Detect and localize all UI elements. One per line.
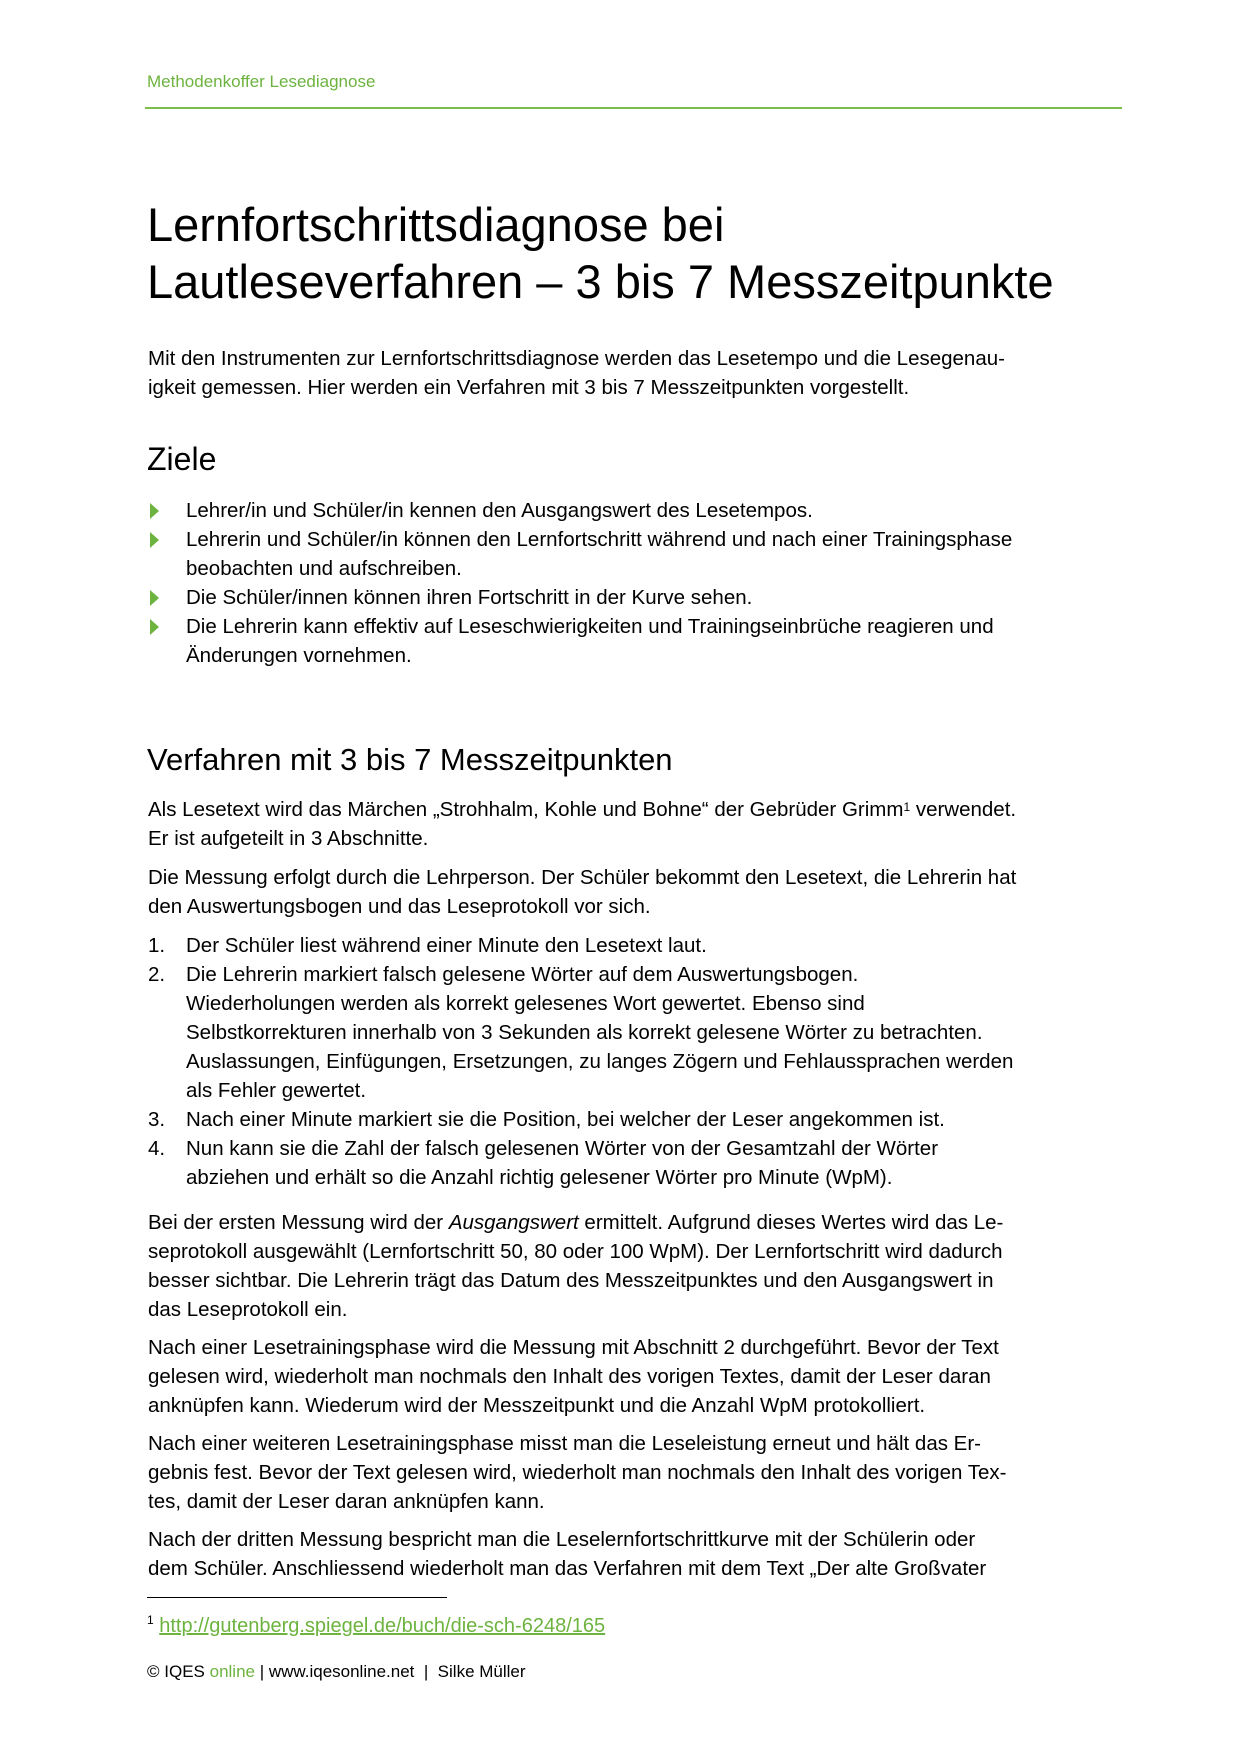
text: besser sichtbar. Die Lehrerin trägt das Datum des Messzeitpunktes und den Ausgangswert in [148,1269,994,1292]
paragraph-ausgangswert [148,1208,1123,1324]
step-line: Wiederholungen werden als korrekt gelesenes Wort gewertet. Ebenso sind [186,992,865,1015]
running-header: Methodenkoffer Lesediagnose [147,72,376,91]
emphasis: Ausgangswert [448,1211,579,1234]
text: gelesen wird, wiederholt man nochmals den Inhalt des vorigen Textes, damit der Leser daran [148,1365,991,1388]
paragraph-weitere-phase [148,1429,1123,1516]
step-number: 4. [148,1137,166,1160]
footnote [147,1615,605,1638]
text: Als Lesetext wird das Märchen „Strohhalm, Kohle und Bohne“ der Gebrüder Grimm [148,798,904,821]
intro-line: igkeit gemessen. Hier werden ein Verfahren mit 3 bis 7 Messzeitpunkten vorgestellt. [148,376,910,399]
triangle-bullet-icon [150,532,159,548]
footnote-rule [147,1597,447,1598]
text: Nach einer Lesetrainingsphase wird die Messung mit Abschnitt 2 durchgeführt. Bevor der Text [148,1336,999,1359]
footer-online: online [209,1662,255,1681]
step-line: Selbstkorrekturen innerhalb von 3 Sekunden als korrekt gelesene Wörter zu betrachten. [186,1021,983,1044]
text: anknüpfen kann. Wiederum wird der Messzeitpunkt und die Anzahl WpM protokolliert. [148,1394,926,1417]
list-item [148,496,1123,525]
text: Er ist aufgeteilt in 3 Abschnitte. [148,827,429,850]
page-title [147,196,1054,310]
step-line: Die Lehrerin markiert falsch gelesene Wörter auf dem Auswertungsbogen. [186,963,859,986]
text: den Auswertungsbogen und das Leseprotokoll vor sich. [148,895,651,918]
step-item [148,1134,1123,1192]
triangle-bullet-icon [150,619,159,635]
item-line: Lehrerin und Schüler/in können den Lernfortschritt während und nach einer Trainingsphase [186,528,1013,551]
footnote-number: 1 [147,1613,154,1627]
item-line: Änderungen vornehmen. [186,644,412,667]
step-line: Nun kann sie die Zahl der falsch gelesenen Wörter von der Gesamtzahl der Wörter [186,1137,939,1160]
intro-paragraph [148,344,1123,402]
footnote-link[interactable]: http://gutenberg.spiegel.de/buch/die-sch-6248/165 [159,1615,606,1637]
footnote-ref: 1 [903,800,911,814]
list-item [148,525,1123,583]
text: gebnis fest. Bevor der Text gelesen wird, wiederholt man nochmals den Inhalt des vorigen Tex- [148,1461,1007,1484]
triangle-bullet-icon [150,503,159,519]
step-line: Der Schüler liest während einer Minute den Lesetext laut. [186,934,707,957]
text: tes, damit der Leser daran anknüpfen kann. [148,1490,545,1513]
text: ermittelt. Aufgrund dieses Wertes wird das Le- [578,1211,1004,1234]
text: Nach der dritten Messung bespricht man die Leselernfortschrittkurve mit der Schülerin oder [148,1528,976,1551]
footer-copyright: © IQES [147,1662,205,1681]
steps-list [148,931,1123,1192]
verfahren-heading: Verfahren mit 3 bis 7 Messzeitpunkten [147,742,673,777]
page-footer [147,1662,526,1682]
paragraph-lesetext [148,795,1123,853]
intro-line: Mit den Instrumenten zur Lernfortschrittsdiagnose werden das Lesetempo und die Lesegenau- [148,347,1005,370]
paragraph-dritte-messung [148,1525,1123,1583]
step-number: 3. [148,1108,166,1131]
text: dem Schüler. Anschliessend wiederholt man das Verfahren mit dem Text „Der alte Großvater [148,1557,987,1580]
text: das Leseprotokoll ein. [148,1298,348,1321]
title-line-2: Lautleseverfahren – 3 bis 7 Messzeitpunkte [147,255,1054,308]
ziele-heading: Ziele [147,441,217,477]
step-item [148,931,1123,960]
header-rule [145,107,1122,109]
step-item [148,960,1123,1105]
step-line: Auslassungen, Einfügungen, Ersetzungen, zu langes Zögern und Fehlaussprachen werden [186,1050,1014,1073]
triangle-bullet-icon [150,590,159,606]
step-line: als Fehler gewertet. [186,1079,367,1102]
item-line: Die Lehrerin kann effektiv auf Leseschwierigkeiten und Trainingseinbrüche reagieren und [186,615,994,638]
title-line-1: Lernfortschrittsdiagnose bei [147,198,725,251]
item-line: Lehrer/in und Schüler/in kennen den Ausgangswert des Lesetempos. [186,499,813,522]
list-item [148,612,1123,670]
text: seprotokoll ausgewählt (Lernfortschritt 50, 80 oder 100 WpM). Der Lernfortschritt wird dadurch [148,1240,1003,1263]
item-line: beobachten und aufschreiben. [186,557,462,580]
text: Nach einer weiteren Lesetrainingsphase misst man die Leseleistung erneut und hält das Er- [148,1432,982,1455]
paragraph-messung [148,863,1123,921]
step-line: abziehen und erhält so die Anzahl richtig gelesener Wörter pro Minute (WpM). [186,1166,893,1189]
step-line: Nach einer Minute markiert sie die Position, bei welcher der Leser angekommen ist. [186,1108,945,1131]
item-line: Die Schüler/innen können ihren Fortschritt in der Kurve sehen. [186,586,753,609]
step-number: 1. [148,934,166,957]
list-item [148,583,1123,612]
step-item [148,1105,1123,1134]
text: verwendet. [910,798,1017,821]
paragraph-abschnitt-2 [148,1333,1123,1420]
step-number: 2. [148,963,166,986]
text: Bei der ersten Messung wird der [148,1211,449,1234]
ziele-list [148,496,1123,670]
footer-text: | www.iqesonline.net | Silke Müller [254,1662,526,1681]
text: Die Messung erfolgt durch die Lehrperson. Der Schüler bekommt den Lesetext, die Lehrerin hat [148,866,1017,889]
